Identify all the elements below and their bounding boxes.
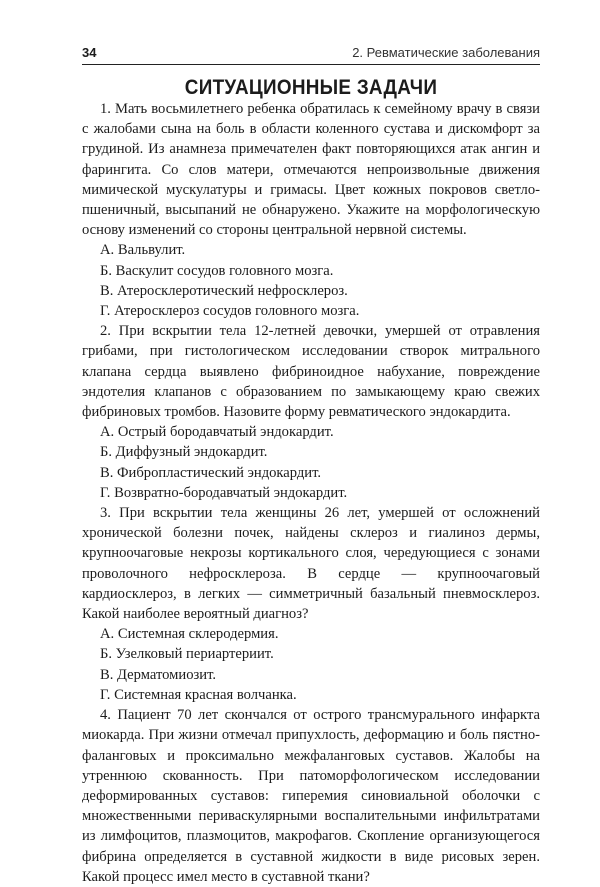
answer-option: В. Атеросклеротический нефросклероз.	[100, 282, 348, 299]
page-number: 34	[82, 45, 97, 60]
answer-option: Б. Васкулит сосудов головного мозга.	[100, 262, 334, 279]
answer-option: Б. Узелковый периартериит.	[100, 646, 274, 663]
section-title: СИТУАЦИОННЫЕ ЗАДАЧИ	[184, 76, 438, 99]
task-question: 1. Мать восьмилетнего ребенка обратилась к семейному врачу в связи с жалобами сына на боль в области коленного сустава и дискомфорт за грудиной. Из анамнеза примечателен факт повторяющихся атак ангин и фарингита. Со слов матери, отмечаются непроизвольные движения мимической мускулатуры и гримасы. Цвет кожных покровов светло-пшеничный, высыпаний не обнаружено. Укажите на морфологическую основу изменений со стороны центральной нервной системы.	[82, 101, 540, 239]
task-4	[82, 705, 540, 887]
task-list	[82, 99, 540, 887]
answer-option: Г. Возвратно-бородавчатый эндокардит.	[100, 484, 348, 501]
answer-option: Г. Системная красная волчанка.	[100, 686, 297, 703]
task-question: 4. Пациент 70 лет скончался от острого трансмурального инфаркта миокарда. При жизни отмечал припухлость, деформацию и боль пястно-фаланговых и проксимально межфаланговых суставов. Жалобы на утреннюю скованность. При патоморфологическом исследовании деформированных суставов: гиперемия синовиальной оболочки с множественными периваскулярными воспалительными инфильтратами из лимфоцитов, плазмоцитов, макрофагов. Скопление организующегося фибрина определяется в суставной жидкости в виде рисовых зерен. Какой процесс имел место в суставной ткани?	[82, 707, 540, 885]
task-question: 3. При вскрытии тела женщины 26 лет, умершей от осложнений хронической болезни почек, найдены склероз и гиалиноз дермы, крупноочаговые некрозы кортикального слоя, чередующиеся с зонами проволочного нефросклероза. В сердце — крупноочаговый кардиосклероз, в легких — симметричный базальный пневмосклероз. Какой наиболее вероятный диагноз?	[82, 505, 540, 623]
answer-option: А. Системная склеродермия.	[100, 626, 279, 643]
answer-option: Г. Атеросклероз сосудов головного мозга.	[100, 303, 360, 320]
running-head: 2. Ревматические заболевания	[352, 45, 540, 60]
answer-option: В. Дерматомиозит.	[100, 666, 217, 683]
answer-option: А. Вальвулит.	[100, 242, 186, 259]
answer-option: Б. Диффузный эндокардит.	[100, 444, 268, 461]
task-2	[82, 321, 540, 503]
task-1	[82, 99, 540, 321]
task-3	[82, 503, 540, 705]
answer-option: В. Фибропластический эндокардит.	[100, 464, 322, 481]
answer-option: А. Острый бородавчатый эндокардит.	[100, 424, 334, 441]
page-header	[82, 42, 540, 65]
task-question: 2. При вскрытии тела 12-летней девочки, умершей от отравления грибами, при гистологическом исследовании створок митрального клапана сердца выявлено фибриноидное набухание, повреждение эндотелия клапанов с образованием по замыкающему краю свежих фибриновых тромбов. Назовите форму ревматического эндокардита.	[82, 323, 540, 421]
